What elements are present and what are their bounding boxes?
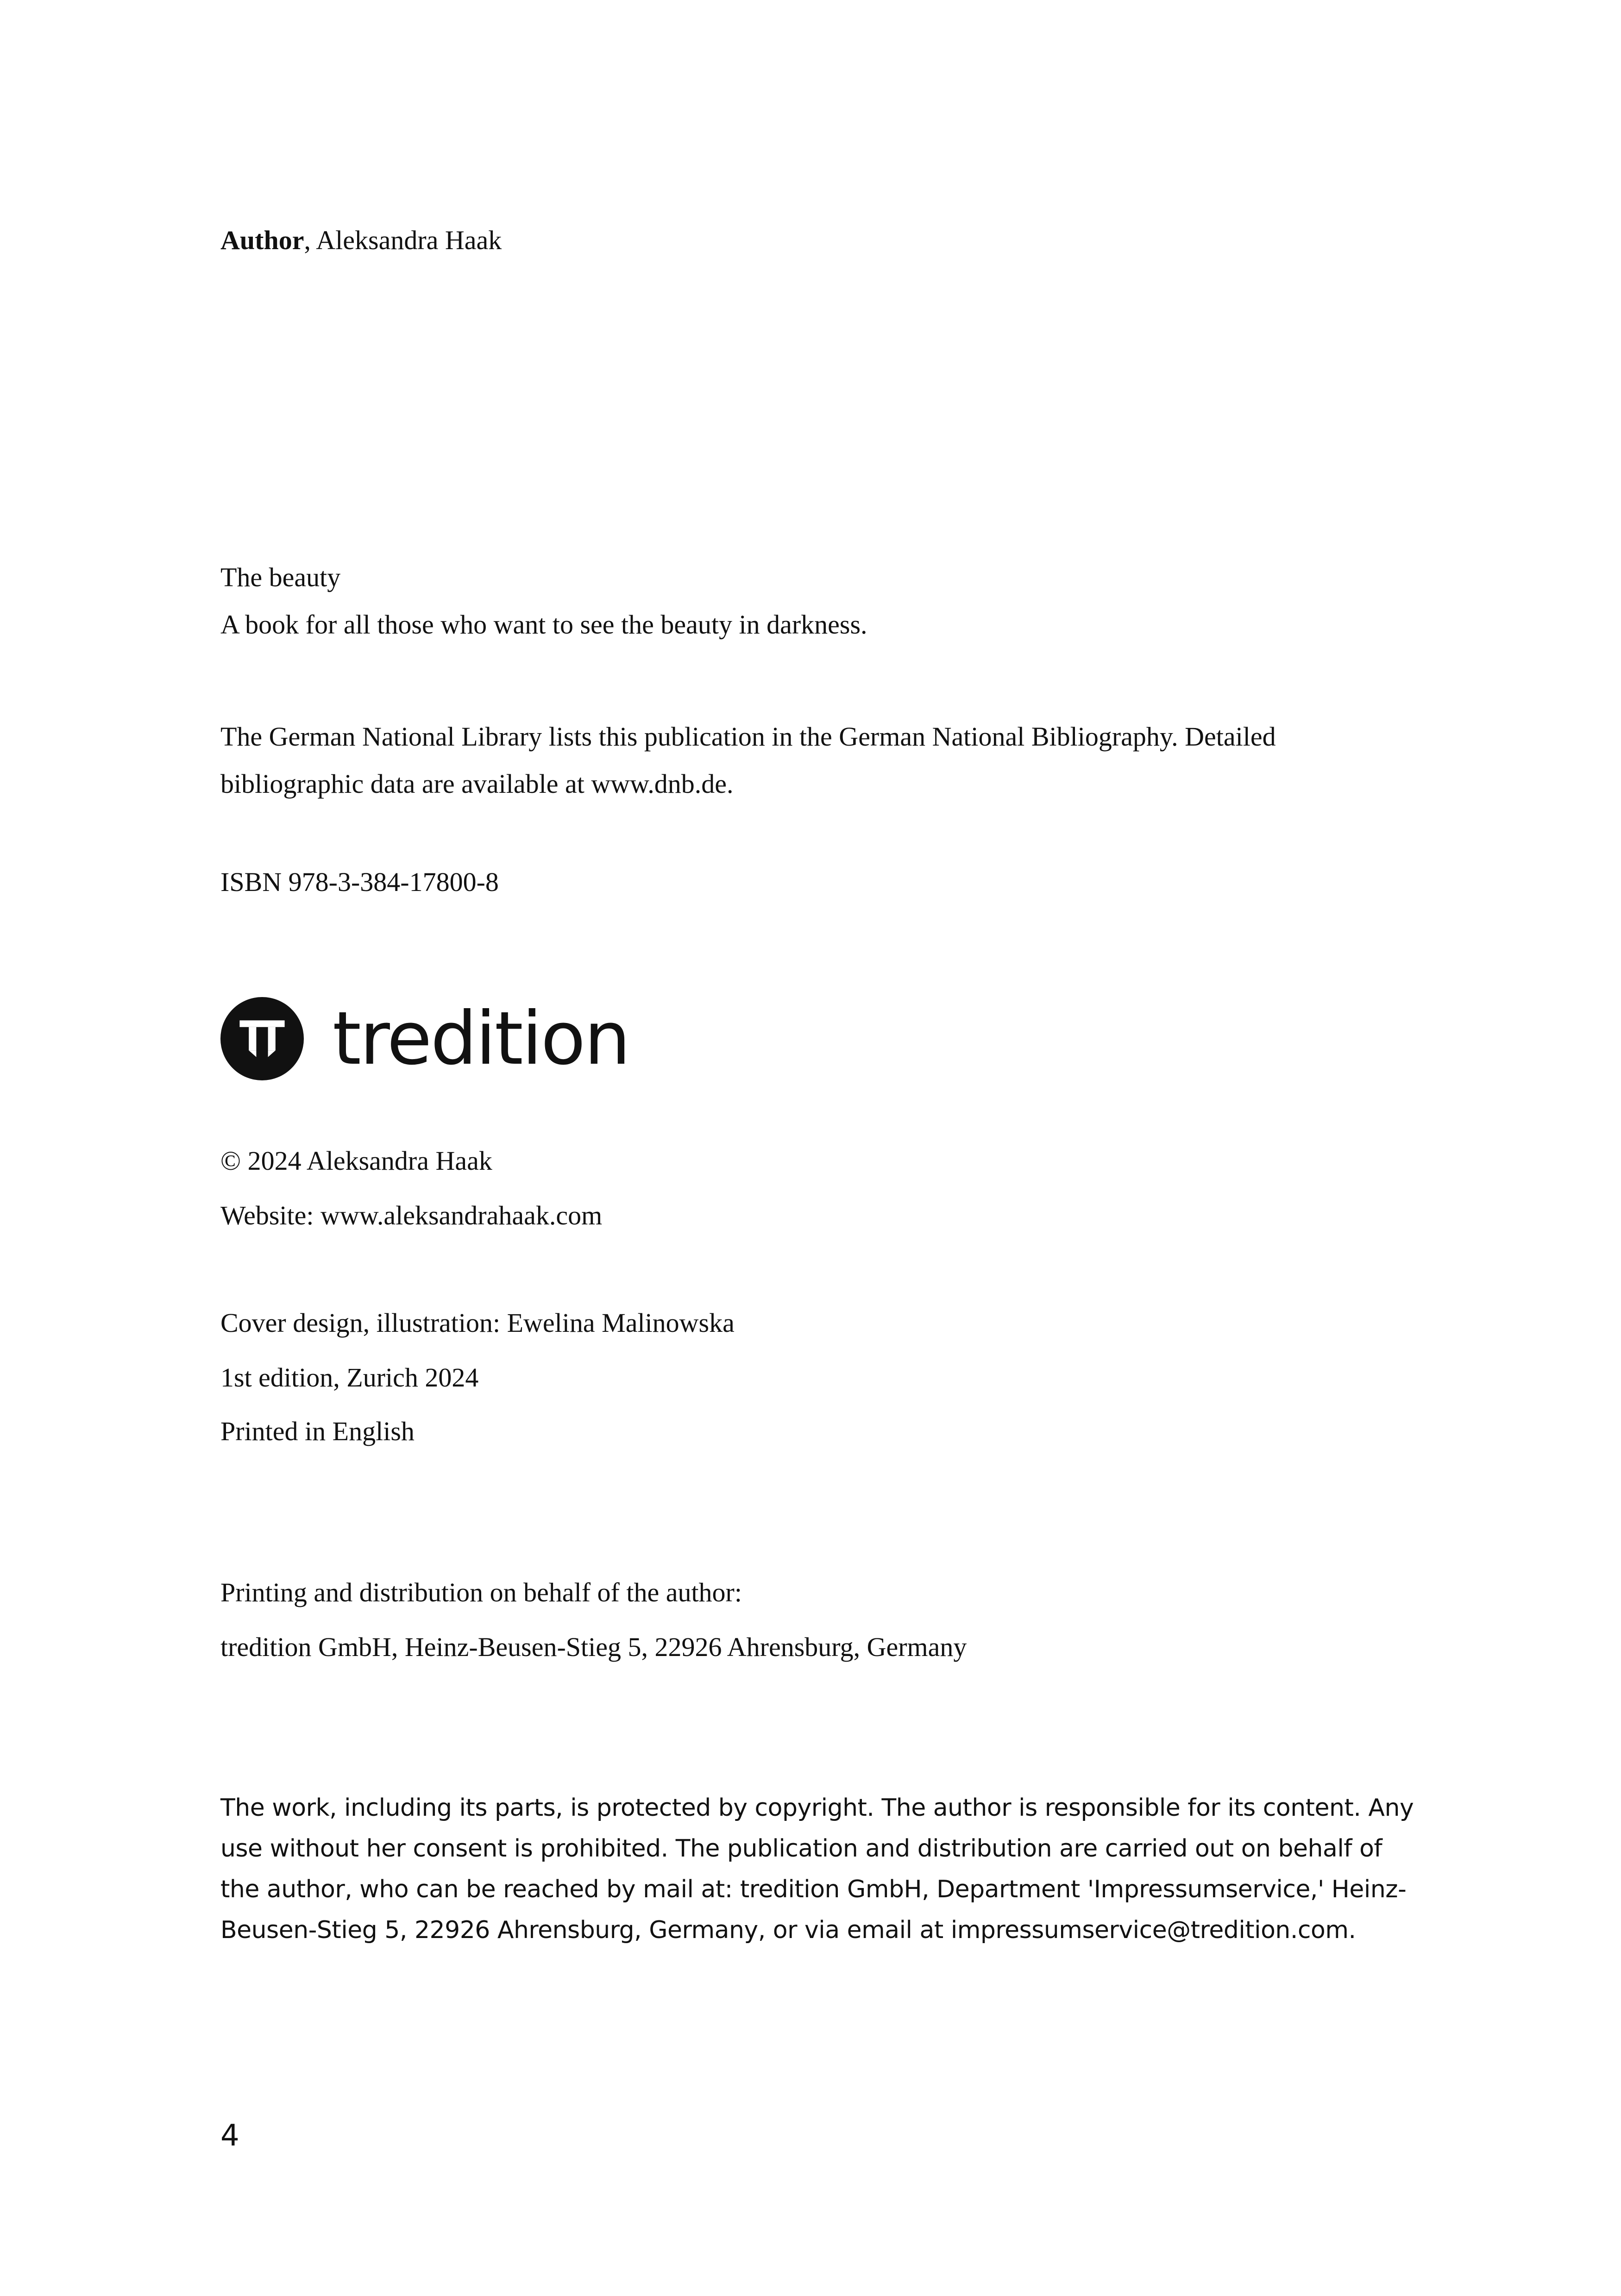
- distribution-heading: Printing and distribution on behalf of the author:: [220, 1577, 742, 1607]
- tredition-wordmark: tredition: [333, 996, 629, 1081]
- page-number: 4: [220, 2119, 239, 2153]
- book-title: The beauty: [220, 562, 341, 592]
- author-line: [220, 227, 502, 254]
- book-subtitle: A book for all those who want to see the beauty in darkness.: [220, 609, 867, 640]
- cover-credit: Cover design, illustration: Ewelina Malinowska: [220, 1308, 735, 1338]
- publisher-logo: [220, 995, 629, 1083]
- library-notice: The German National Library lists this publication in the German National Bibliography. Detailed bibliographic data are available at www.dnb.de.: [220, 721, 1276, 799]
- tredition-logo-icon: [220, 997, 304, 1080]
- print-language: Printed in English: [220, 1416, 415, 1446]
- author-name: , Aleksandra Haak: [304, 225, 502, 255]
- distribution-address: tredition GmbH, Heinz-Beusen-Stieg 5, 22926 Ahrensburg, Germany: [220, 1632, 967, 1662]
- edition: 1st edition, Zurich 2024: [220, 1362, 479, 1393]
- website: Website: www.aleksandrahaak.com: [220, 1200, 603, 1230]
- copyright: © 2024 Aleksandra Haak: [220, 1146, 492, 1176]
- legal-notice: The work, including its parts, is protected by copyright. The author is responsible for its content. Any use without her consent is prohibited. The publication and distribution are carried out on behalf of the author, who can be reached by mail at: tredition GmbH, Department 'Impressumservice,' Heinz-Beusen-Stieg 5, 22926 Ahrensburg, Germany, or via email at impressumservice@tredition.com.: [220, 1794, 1414, 1944]
- author-label: Author: [220, 225, 304, 255]
- isbn: ISBN 978-3-384-17800-8: [220, 867, 499, 897]
